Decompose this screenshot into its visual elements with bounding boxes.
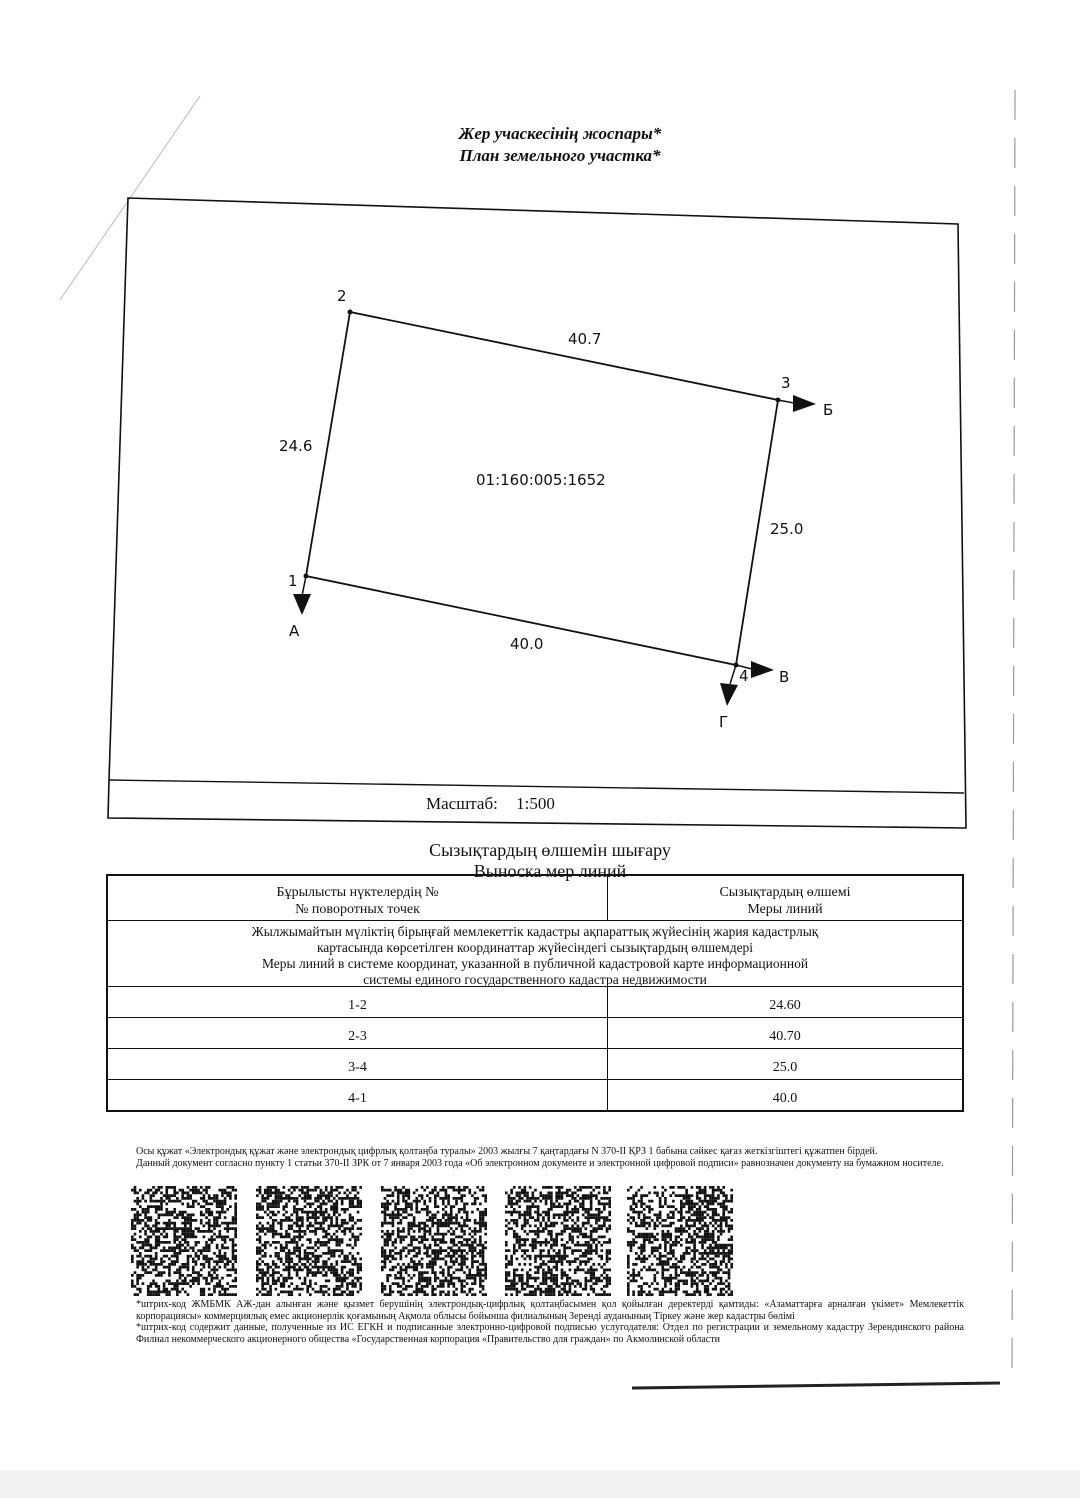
- arrow-b-icon: [793, 395, 816, 412]
- footnote-kz: *штрих-код ЖМБМК АЖ-дан алынған және қызмет берушінің электрондық-цифрлық қолтаңбасымен қол қойылған деректерді қамтиды: «Азаматтарға арналған үкімет» Мемлекеттік корпорациясы» коммерциялық емес акционерлік қоғамының Ақмола облысы бойынша филиалының Зеренді ауданының Тіркеу және жер кадастры бөлімі: [136, 1299, 964, 1322]
- lines-section-title-kz: Сызықтардың өлшемін шығару: [429, 840, 671, 860]
- title-ru: План земельного участка*: [459, 146, 661, 165]
- disclaimer-ru: Данный документ согласно пункту 1 статьи 370-II ЗРК от 7 января 2003 года «Об электронном документе и электронной цифровой подписи» равнозначен документу на бумажном носителе.: [136, 1157, 944, 1169]
- lines-section-title-ru: Выноска мер линий: [473, 861, 627, 881]
- arrow-v-icon: [751, 661, 774, 678]
- row-points: 4-1: [108, 1080, 608, 1110]
- neighbor-b-label: Б: [823, 401, 834, 419]
- header-points: [108, 876, 608, 920]
- qr-code-2: [256, 1186, 362, 1296]
- legal-disclaimer: [136, 1146, 964, 1169]
- qr-code-5: [627, 1186, 733, 1296]
- header-lengths: [608, 876, 962, 920]
- note-kz-line-1: Жылжымайтын мүліктің бірыңғай мемлекеттік кадастры ақпараттық жүйесінің жария кадастрлық: [251, 924, 819, 939]
- row-length: 24.60: [769, 998, 801, 1013]
- point-2-marker: [348, 310, 353, 315]
- footnote-ru: *штрих-код содержит данные, полученные из ИС ЕГКН и подписанные электронно-цифровой подписью услугодателя: Отдел по регистрации и земельному кадастру Зерендинского района Филиал некоммерческого акционерного общества «Государственная корпорация «Правительство для граждан» по Акмолинской области: [136, 1322, 964, 1345]
- table-row: [108, 1048, 962, 1079]
- disclaimer-kz: Осы құжат «Электрондық құжат және электрондық цифрлық қолтаңба туралы» 2003 жылғы 7 қаңтардағы N 370-II ҚРЗ 1 бабына сәйкес қағаз жеткізгіштегі құжатпен бірдей.: [136, 1146, 878, 1157]
- header-points-ru: № поворотных точек: [295, 902, 420, 917]
- point-2-label: 2: [337, 287, 347, 305]
- arrow-g-icon: [720, 683, 738, 706]
- scale-line: [426, 794, 569, 814]
- title-kz: Жер учаскесінің жоспары*: [458, 124, 662, 143]
- scale-label: Масштаб:: [426, 794, 498, 813]
- point-3-label: 3: [781, 374, 791, 392]
- row-length: 40.0: [772, 1091, 798, 1106]
- note-kz-line-2: картасында көрсетілген координаттар жүйесіндегі сызықтардың өлшемдері: [316, 940, 754, 955]
- qr-code-4: [505, 1186, 611, 1296]
- arrow-a-icon: [293, 594, 311, 615]
- note-ru-line-2: системы единого государственного кадастра недвижимости: [363, 972, 707, 987]
- row-length: 25.0: [772, 1060, 798, 1075]
- point-4-label: 4: [739, 667, 749, 685]
- table-row: [108, 1017, 962, 1048]
- row-length: 40.70: [769, 1029, 801, 1044]
- header-lengths-kz: Сызықтардың өлшемі: [719, 885, 851, 900]
- row-points: 1-2: [108, 987, 608, 1017]
- neighbor-a-label: А: [289, 622, 300, 640]
- edge-4-1-length: 40.0: [510, 635, 544, 653]
- footer-scan-line: [632, 1383, 1000, 1388]
- plan-frame: [108, 198, 966, 828]
- edge-2-3-length: 40.7: [568, 330, 602, 348]
- arrow-g-stem: [730, 665, 736, 684]
- table-row: [108, 986, 962, 1017]
- arrow-a-stem: [302, 576, 306, 596]
- neighbor-v-label: В: [779, 668, 790, 686]
- edge-3-4-length: 25.0: [770, 520, 804, 538]
- header-points-kz: Бұрылысты нүктелердің №: [276, 885, 439, 900]
- scale-divider: [109, 780, 964, 793]
- qr-code-3: [381, 1186, 487, 1296]
- table-note-row: [108, 920, 962, 986]
- barcode-footnote: [136, 1299, 964, 1345]
- table-row: [108, 1079, 962, 1110]
- qr-code-1: [131, 1186, 237, 1296]
- arrow-b-stem: [778, 400, 794, 403]
- neighbor-g-label: Г: [719, 713, 729, 731]
- cadastral-number: 01:160:005:1652: [476, 471, 606, 489]
- row-points: 3-4: [108, 1049, 608, 1079]
- scan-artifact-right-edge: [1012, 90, 1015, 1380]
- line-measures-table: [106, 874, 964, 1112]
- scale-value: 1:500: [516, 794, 555, 813]
- table-header-row: [108, 876, 962, 920]
- row-points: 2-3: [108, 1018, 608, 1048]
- header-lengths-ru: Меры линий: [747, 902, 823, 917]
- note-ru-line-1: Меры линий в системе координат, указанной в публичной кадастровой карте информационной: [261, 956, 809, 971]
- point-1-label: 1: [288, 572, 298, 590]
- edge-1-2-length: 24.6: [279, 437, 313, 455]
